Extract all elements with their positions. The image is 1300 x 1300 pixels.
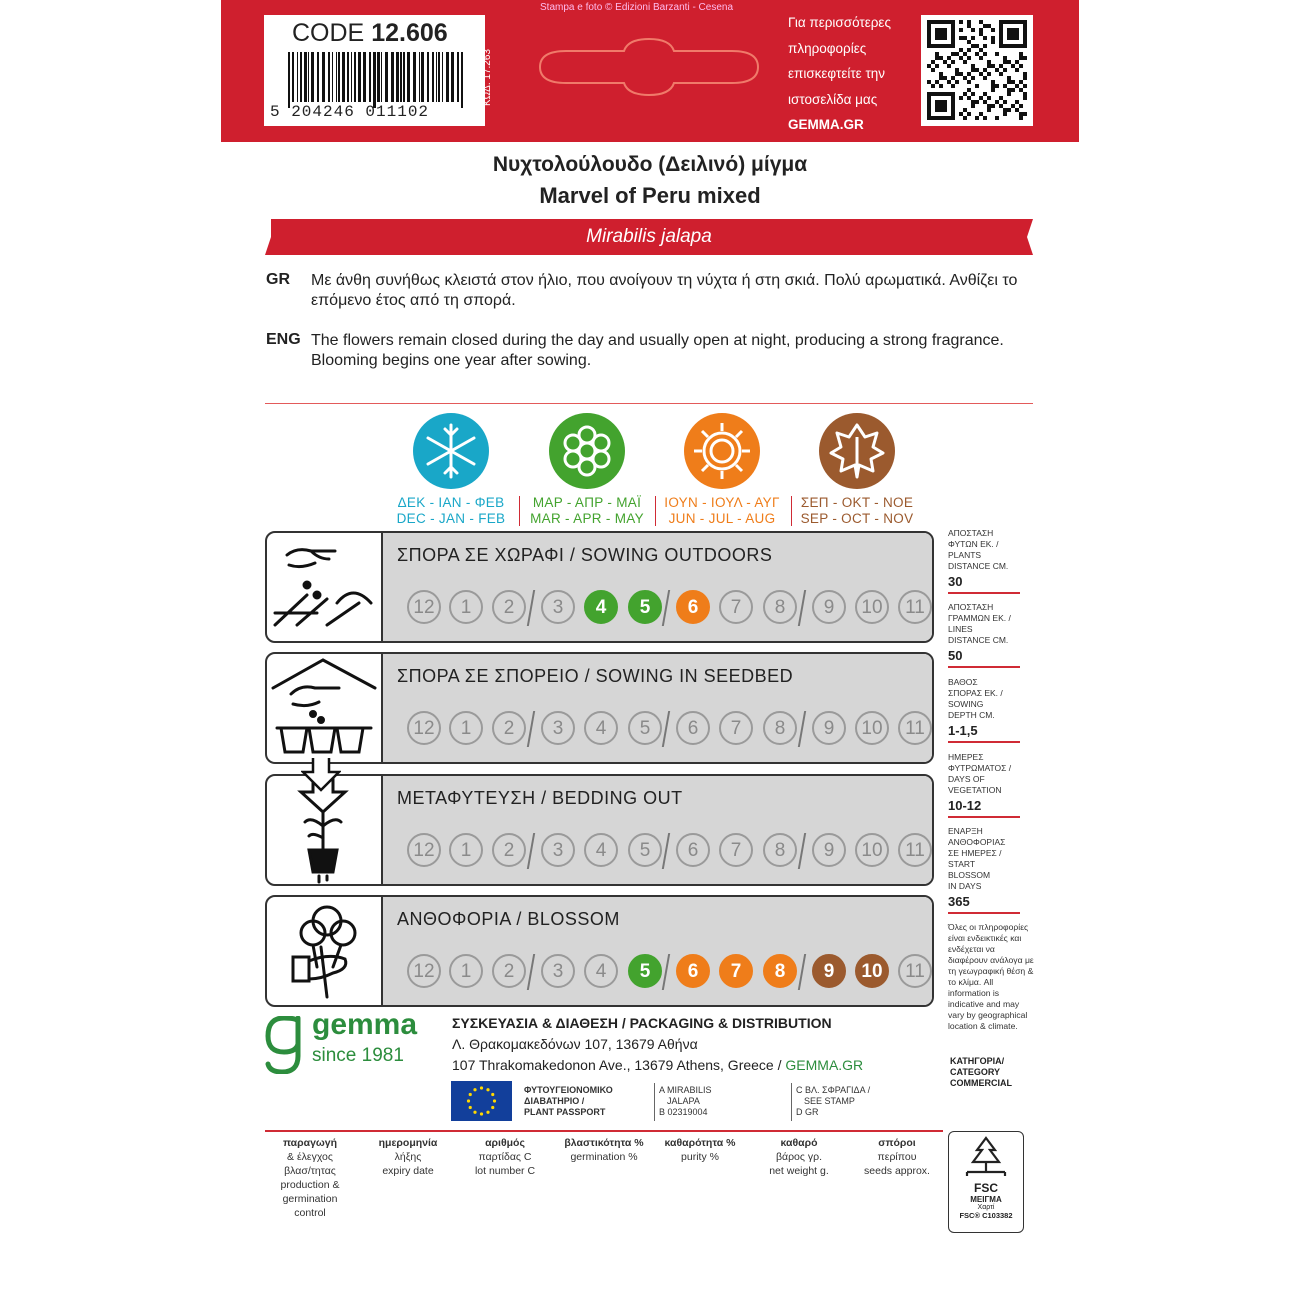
- print-credit: Stampa e foto © Edizioni Barzanti - Cesena: [540, 2, 734, 13]
- pp-line: ΔΙΑΒΑΤΗΡΙΟ /: [524, 1096, 585, 1106]
- quarter-separator: [662, 954, 670, 990]
- pp-line: A MIRABILIS: [659, 1085, 712, 1095]
- info-line: επισκεφτείτε την: [788, 66, 886, 81]
- month-6: 6: [676, 590, 710, 624]
- info-label-line: ΓΡΑΜΜΩΝ ΕΚ. /: [948, 613, 1011, 623]
- season-label: [517, 495, 657, 527]
- eu-flag-icon: [451, 1081, 512, 1121]
- lot-info-line: expiry date: [382, 1165, 434, 1177]
- info-label-line: ΗΜΕΡΕΣ: [948, 752, 984, 762]
- fsc-paper: Χαρτί: [977, 1204, 995, 1211]
- website-link[interactable]: GEMMA.GR: [785, 1057, 864, 1073]
- lot-info-line: & έλεγχος: [287, 1151, 333, 1163]
- info-label-line: DISTANCE CM.: [948, 635, 1009, 645]
- month-2: 2: [492, 954, 526, 988]
- website-link[interactable]: GEMMA.GR: [788, 117, 864, 132]
- info-value: 365: [948, 894, 970, 909]
- info-label-line: ΦΥΤΡΩΜΑΤΟΣ /: [948, 763, 1012, 773]
- info-label-line: ΒΑΘΟΣ: [948, 677, 978, 687]
- info-label-line: ΑΝΘΟΦΟΡΙΑΣ: [948, 837, 1006, 847]
- pp-line: PLANT PASSPORT: [524, 1107, 606, 1117]
- season-label-gr: ΜΑΡ - ΑΠΡ - ΜΑΪ: [532, 495, 642, 510]
- pp-line: JALAPA: [667, 1096, 700, 1106]
- month-9: 9: [812, 954, 846, 988]
- info-value: 10-12: [948, 798, 982, 813]
- lot-info-line: λήξης: [394, 1151, 422, 1163]
- calendar-panel: [381, 776, 932, 884]
- lot-info-line: germination %: [570, 1151, 638, 1163]
- lot-info-line: σπόροι: [878, 1137, 916, 1149]
- season-label: [381, 495, 521, 527]
- hang-hole-outline: [536, 37, 762, 97]
- row-label: ΑΝΘΟΦΟΡΙΑ / BLOSSOM: [397, 909, 620, 929]
- lot-info-line: germination: [282, 1193, 338, 1205]
- season-label-en: DEC - JAN - FEB: [396, 511, 506, 526]
- calendar-panel: [381, 533, 932, 641]
- info-item: [948, 602, 1020, 668]
- info-label-line: ΑΠΟΣΤΑΣΗ: [948, 602, 994, 612]
- info-label-line: ΑΠΟΣΤΑΣΗ: [948, 528, 994, 538]
- category-line: COMMERCIAL: [950, 1078, 1012, 1088]
- lot-info-line: purity %: [681, 1151, 719, 1163]
- month-2: 2: [492, 833, 526, 867]
- lot-info-column: [360, 1136, 456, 1178]
- month-8: 8: [763, 590, 797, 624]
- calendar-panel: [381, 654, 932, 762]
- quarter-separator: [527, 590, 535, 626]
- address-greek: Λ. Θρακομακεδόνων 107, 13679 Αθήνα: [452, 1036, 698, 1052]
- month-12: 12: [407, 590, 441, 624]
- month-12: 12: [407, 954, 441, 988]
- info-label-line: ΣΕ ΗΜΕΡΕΣ /: [948, 848, 1002, 858]
- month-11: 11: [898, 711, 932, 745]
- plant-passport-cd: [796, 1085, 870, 1118]
- latin-name: Mirabilis jalapa: [586, 226, 712, 247]
- brand-since: since 1981: [312, 1045, 404, 1066]
- season-divider: [519, 496, 520, 526]
- month-2: 2: [492, 711, 526, 745]
- info-item: [948, 752, 1020, 818]
- packaging-heading: ΣΥΣΚΕΥΑΣΙΑ & ΔΙΑΘΕΣΗ / PACKAGING & DISTRIBUTION: [452, 1015, 832, 1031]
- barcode-icon: [286, 52, 466, 110]
- season-divider: [655, 496, 656, 526]
- transplant-icon: [267, 776, 381, 884]
- lot-info-line: παραγωγή: [282, 1137, 338, 1149]
- month-10: 10: [855, 833, 889, 867]
- info-label-line: DISTANCE CM.: [948, 561, 1009, 571]
- fsc-mix: ΜΕΙΓΜΑ: [970, 1195, 1002, 1204]
- month-9: 9: [812, 711, 846, 745]
- month-11: 11: [898, 954, 932, 988]
- lot-info-column: [849, 1136, 945, 1178]
- snowflake-icon: [413, 413, 489, 489]
- info-label: [948, 677, 1020, 721]
- divider: [654, 1083, 655, 1121]
- info-label: [948, 752, 1020, 796]
- month-11: 11: [898, 590, 932, 624]
- month-1: 1: [449, 590, 483, 624]
- pp-line: B 02319004: [659, 1107, 708, 1117]
- gemma-logo-icon: [264, 1016, 304, 1074]
- month-8: 8: [763, 711, 797, 745]
- lot-info-line: καθαρό: [780, 1137, 818, 1149]
- address-english: [452, 1057, 863, 1073]
- season-label-en: SEP - OCT - NOV: [800, 511, 914, 526]
- month-11: 11: [898, 833, 932, 867]
- info-label-line: IN DAYS: [948, 881, 982, 891]
- title-greek: Νυχτολούλουδο (Δειλινό) μίγμα: [492, 153, 808, 176]
- season-label-gr: ΙΟΥΝ - ΙΟΥΛ - ΑΥΓ: [664, 495, 780, 510]
- plant-passport-ab: [659, 1085, 712, 1118]
- lot-info-line: αριθμός: [485, 1137, 525, 1149]
- month-1: 1: [449, 954, 483, 988]
- info-label: [948, 528, 1020, 572]
- pp-line: D GR: [796, 1107, 819, 1117]
- category-line: ΚΑΤΗΓΟΡΙΑ/: [950, 1056, 1005, 1066]
- seedbed-icon: [267, 654, 381, 762]
- lot-info-line: seeds approx.: [864, 1165, 930, 1177]
- month-1: 1: [449, 711, 483, 745]
- info-line: ιστοσελίδα μας: [788, 91, 878, 107]
- quarter-separator: [798, 954, 806, 990]
- info-label-line: VEGETATION: [948, 785, 1002, 795]
- season-label-gr: ΔΕΚ - ΙΑΝ - ΦΕΒ: [397, 495, 505, 510]
- description-english: The flowers remain closed during the day and usually open at night, producing a strong fragrance. Blooming begins one year after sowing.: [311, 332, 1004, 369]
- calendar-row: [265, 774, 934, 886]
- info-label: [948, 602, 1020, 646]
- quarter-separator: [527, 833, 535, 869]
- row-label: ΣΠΟΡΑ ΣΕ ΧΩΡΑΦΙ / SOWING OUTDOORS: [397, 545, 773, 565]
- fsc-code: FSC® C103382: [959, 1211, 1013, 1220]
- month-12: 12: [407, 833, 441, 867]
- month-4: 4: [584, 590, 618, 624]
- info-value: 1-1,5: [948, 723, 978, 738]
- sun-icon: [684, 413, 760, 489]
- lot-info-column: [262, 1136, 358, 1220]
- calendar-row: [265, 531, 934, 643]
- month-10: 10: [855, 711, 889, 745]
- lot-info-line: παρτίδας C: [478, 1151, 532, 1163]
- lot-info-line: control: [294, 1207, 326, 1219]
- info-item: [948, 677, 1020, 743]
- month-7: 7: [719, 954, 753, 988]
- month-6: 6: [676, 833, 710, 867]
- pp-line: SEE STAMP: [804, 1096, 855, 1106]
- lot-info-line: περίπου: [877, 1151, 917, 1163]
- info-label-line: PLANTS: [948, 550, 982, 560]
- divider: [791, 1083, 792, 1121]
- lot-info-line: lot number C: [474, 1165, 536, 1177]
- month-7: 7: [719, 590, 753, 624]
- month-5: 5: [628, 590, 662, 624]
- month-1: 1: [449, 833, 483, 867]
- address-english-text: 107 Thrakomakedonon Ave., 13679 Athens, Greece /: [452, 1057, 786, 1073]
- pp-line: ΦΥΤΟΥΓΕΙΟΝΟΜΙΚΟ: [524, 1085, 613, 1095]
- disclaimer-note: Όλες οι πληροφορίες είναι ενδεικτικές και ενδέχεται να διαφέρουν ανάλογα με τη γεωγραφική θέση & το κλίμα. All information is indicative and may vary by geographical location & climate.: [948, 922, 1034, 1031]
- info-label-line: ΦΥΤΩΝ ΕΚ. /: [948, 539, 999, 549]
- month-9: 9: [812, 833, 846, 867]
- lot-info-line: καθαρότητα %: [664, 1137, 736, 1149]
- quarter-separator: [527, 711, 535, 747]
- description-greek: Με άνθη συνήθως κλειστά στον ήλιο, που ανοίγουν τη νύχτα ή στη σκιά. Πολύ αρωματικά. Ανθίζει το επόμενο έτος από τη σπορά.: [311, 272, 1018, 309]
- info-line: Για περισσότερες: [788, 15, 891, 30]
- lot-info-line: ημερομηνία: [378, 1137, 438, 1149]
- qr-code-icon[interactable]: [921, 15, 1033, 126]
- season-label-gr: ΣΕΠ - ΟΚΤ - ΝΟΕ: [800, 495, 914, 510]
- quarter-separator: [662, 711, 670, 747]
- lang-gr-label: GR: [266, 271, 290, 288]
- info-label-line: LINES: [948, 624, 973, 634]
- lot-info-line: net weight g.: [769, 1165, 829, 1177]
- quarter-separator: [527, 954, 535, 990]
- month-5: 5: [628, 833, 662, 867]
- info-item: [948, 528, 1020, 594]
- blossom-icon: [267, 897, 381, 1005]
- info-label-line: BLOSSOM: [948, 870, 991, 880]
- info-label-line: DEPTH CM.: [948, 710, 995, 720]
- calendar-panel: [381, 897, 932, 1005]
- info-label-line: ΕΝΑΡΞΗ: [948, 826, 983, 836]
- info-rule: [948, 816, 1020, 818]
- plant-passport-title: [524, 1085, 613, 1118]
- bottom-divider: [265, 1130, 943, 1132]
- lang-en-label: ENG: [266, 331, 301, 348]
- title-english: Marvel of Peru mixed: [539, 183, 761, 208]
- season-label: [652, 495, 792, 527]
- category-label: [950, 1056, 1012, 1089]
- month-4: 4: [584, 954, 618, 988]
- quarter-separator: [798, 833, 806, 869]
- lot-info-column: [652, 1136, 748, 1164]
- barcode-digits: 5 204246 011102: [270, 103, 430, 121]
- lot-info-column: [556, 1136, 652, 1164]
- month-7: 7: [719, 711, 753, 745]
- info-rule: [948, 741, 1020, 743]
- info-value: 50: [948, 648, 963, 663]
- fsc-badge: [948, 1131, 1024, 1233]
- month-8: 8: [763, 833, 797, 867]
- month-9: 9: [812, 590, 846, 624]
- divider: [265, 403, 1033, 404]
- lot-info-column: [751, 1136, 847, 1178]
- sowing-outdoors-icon: [267, 533, 381, 641]
- month-3: 3: [541, 833, 575, 867]
- row-label: ΣΠΟΡΑ ΣΕ ΣΠΟΡΕΙΟ / SOWING IN SEEDBED: [397, 666, 794, 686]
- season-label-en: MAR - APR - MAY: [530, 511, 644, 526]
- month-3: 3: [541, 590, 575, 624]
- kod-code: ΚΩΔ. 17.263: [482, 49, 493, 106]
- arrow-down-icon: [301, 758, 341, 792]
- month-5: 5: [628, 711, 662, 745]
- info-label-line: SOWING: [948, 699, 984, 709]
- quarter-separator: [662, 590, 670, 626]
- month-3: 3: [541, 711, 575, 745]
- month-6: 6: [676, 711, 710, 745]
- quarter-separator: [662, 833, 670, 869]
- month-10: 10: [855, 590, 889, 624]
- month-12: 12: [407, 711, 441, 745]
- row-label: ΜΕΤΑΦΥΤΕΥΣΗ / BEDDING OUT: [397, 788, 683, 808]
- month-7: 7: [719, 833, 753, 867]
- calendar-row: [265, 652, 934, 764]
- month-6: 6: [676, 954, 710, 988]
- category-line: CATEGORY: [950, 1067, 1001, 1077]
- info-rule: [948, 666, 1020, 668]
- quarter-separator: [798, 711, 806, 747]
- pp-line: C ΒΛ. ΣΦΡΑΓΙΔΑ /: [796, 1085, 871, 1095]
- product-code: CODE 12.606: [292, 19, 448, 47]
- info-label-line: DAYS OF: [948, 774, 985, 784]
- website-info: [788, 10, 891, 138]
- info-item: [948, 826, 1020, 914]
- flower-icon: [549, 413, 625, 489]
- info-value: 30: [948, 574, 963, 589]
- info-line: πληροφορίες: [788, 40, 867, 56]
- info-label-line: START: [948, 859, 976, 869]
- brand-name: gemma: [312, 1008, 418, 1041]
- fsc-tree-icon: [949, 1132, 1023, 1182]
- leaf-icon: [819, 413, 895, 489]
- month-2: 2: [492, 590, 526, 624]
- fsc-label: FSC: [974, 1181, 998, 1195]
- month-10: 10: [855, 954, 889, 988]
- quarter-separator: [798, 590, 806, 626]
- info-rule: [948, 912, 1020, 914]
- calendar-row: [265, 895, 934, 1007]
- info-label: [948, 826, 1020, 892]
- season-label-en: JUN - JUL - AUG: [668, 511, 776, 526]
- season-divider: [791, 496, 792, 526]
- month-5: 5: [628, 954, 662, 988]
- lot-info-line: βάρος γρ.: [775, 1151, 823, 1163]
- barcode-label: [264, 15, 485, 126]
- lot-info-column: [457, 1136, 553, 1178]
- lot-info-line: production &: [280, 1179, 340, 1191]
- info-label-line: ΣΠΟΡΑΣ ΕΚ. /: [948, 688, 1003, 698]
- info-rule: [948, 592, 1020, 594]
- season-label: [787, 495, 927, 527]
- lot-info-line: βλαστικότητα %: [564, 1137, 644, 1149]
- month-3: 3: [541, 954, 575, 988]
- lot-info-line: βλασ/τητας: [284, 1165, 336, 1177]
- month-4: 4: [584, 833, 618, 867]
- month-4: 4: [584, 711, 618, 745]
- month-8: 8: [763, 954, 797, 988]
